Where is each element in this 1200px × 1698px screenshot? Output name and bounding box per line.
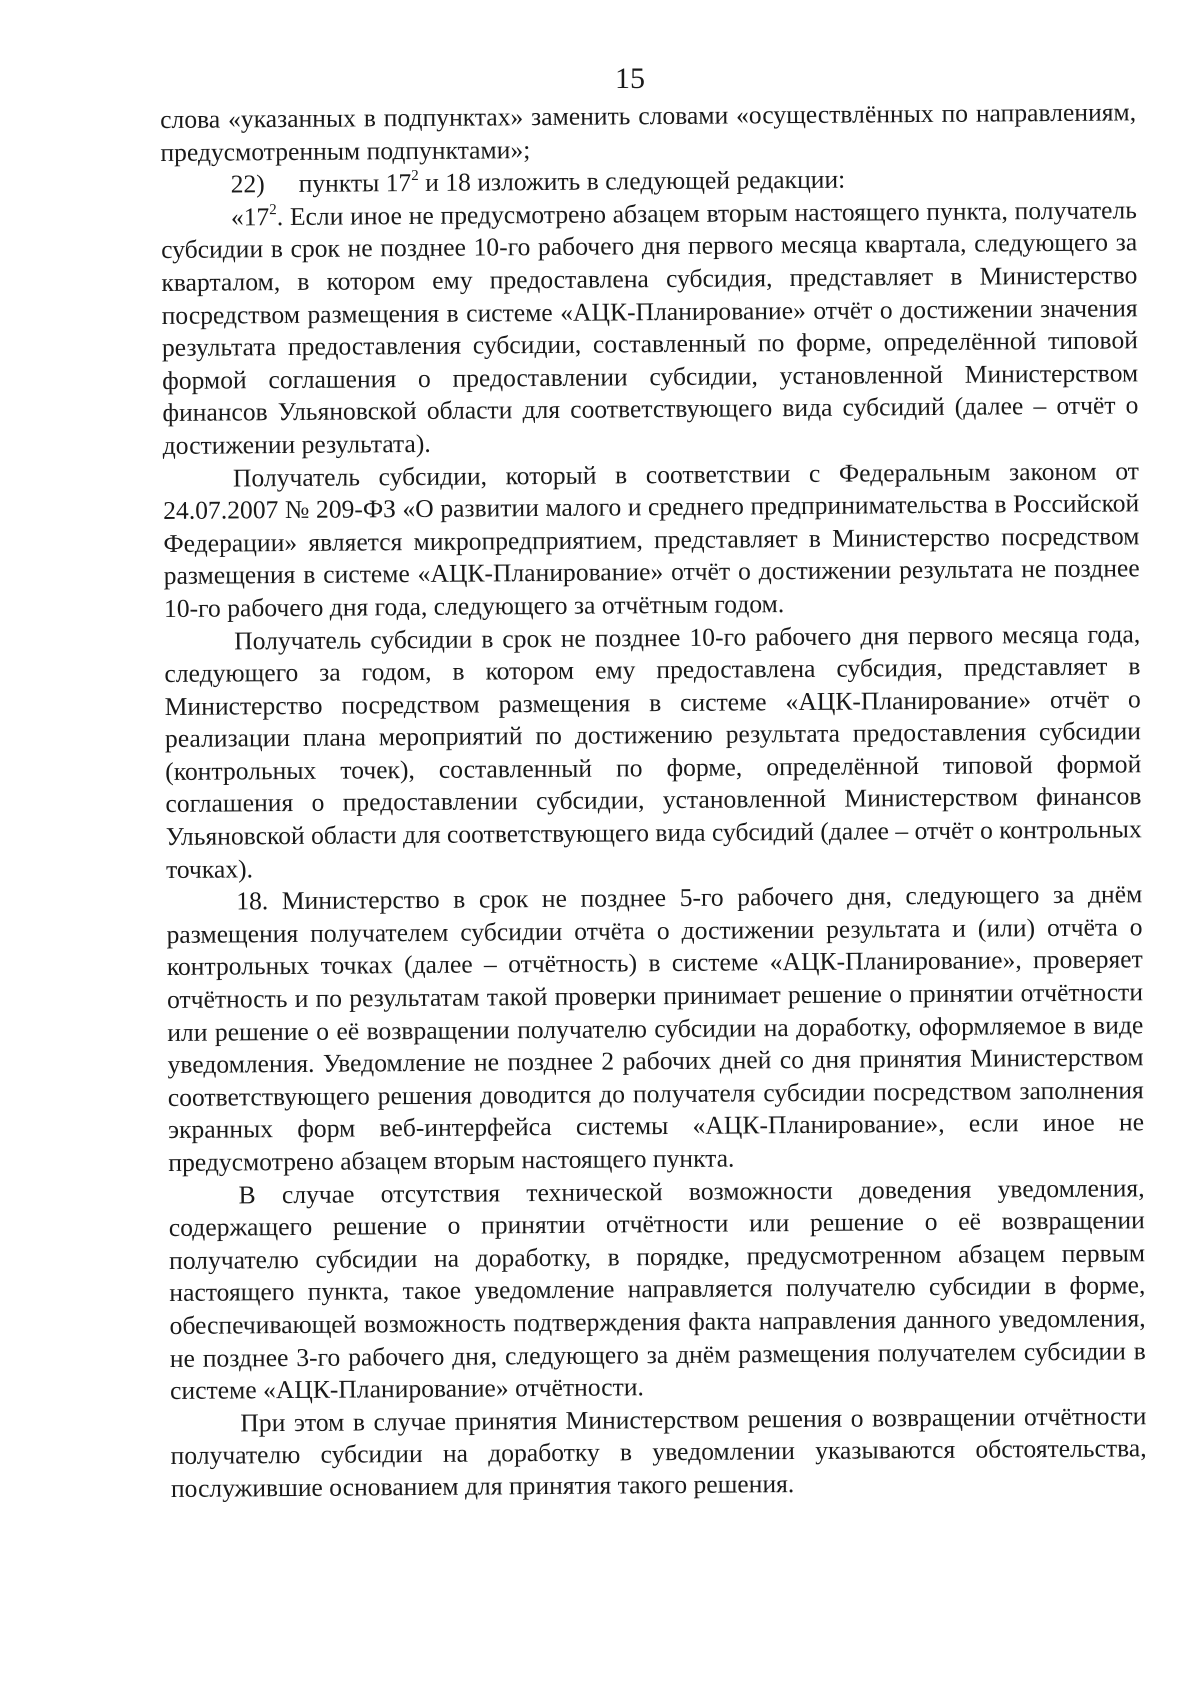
superscript: 2: [269, 201, 277, 218]
paragraph-return-circumstances: При этом в случае принятия Министерством решения о возвращении отчётности получателю субсидии на доработку в уведомлении указываются обстоятельства, послужившие основанием для принятия такого решения.: [170, 1401, 1147, 1503]
paragraph-microenterprise: Получатель субсидии, который в соответствии с Федеральным законом от 24.07.2007 № 209-ФЗ «О развитии малого и среднего предпринимательства в Российской Федерации» является микропредприятием, представляет в Министерство посредством размещения в системе «АЦК-Планирование» отчёт о достижении результата не позднее 10-го рабочего дня года, следующего за отчётным годом.: [163, 455, 1140, 623]
list-item-number: 22): [230, 169, 265, 199]
list-item-text-before: пункты 17: [298, 168, 412, 199]
paragraph-control-points: Получатель субсидии в срок не позднее 10-го рабочего дня первого месяца года, следующего за годом, в котором ему предоставлена субсидия, представляет в Министерство посредством размещения в системе «АЦК-Планирование» отчёт о реализации плана мероприятий по достижению результата предоставления субсидии (контрольных точек), составленный по форме, определённой типовой формой соглашения о предоставлении субсидии, установленной Министерством финансов Ульяновской области для соответствующего вида субсидий (далее – отчёт о контрольных точках).: [164, 618, 1142, 884]
paragraph-point-17-2: [161, 194, 1139, 462]
point-number-lead: «17: [230, 201, 270, 232]
superscript: 2: [411, 168, 419, 185]
point-17-2-text: . Если иное не предусмотрено абзацем вторым настоящего пункта, получатель субсидии в срок не позднее 10-го рабочего дня первого месяца квартала, следующего за кварталом, в котором ему предоставлена субсидия, представляет в Министерство посредством размещения в системе «АЦК-Планирование» отчёт о достижении значения результата предоставления субсидии, составленный по форме, определённой типовой формой соглашения о предоставлении субсидии, установленной Министерством финансов Ульяновской области для соответствующего вида субсидий (далее – отчёт о достижении результата).: [161, 195, 1139, 460]
paragraph-amendment-words: слова «указанных в подпунктах» заменить словами «осуществлённых по направлениям, предусмотренным подпунктами»;: [160, 97, 1137, 167]
document-body: [160, 96, 1147, 1505]
paragraph-point-18: 18. Министерство в срок не позднее 5-го рабочего дня, следующего за днём размещения получателем субсидии отчёта о достижении результата и (или) отчёта о контрольных точках (далее – отчётность) в системе «АЦК-Планирование», проверяет отчётность и по результатам такой проверки принимает решение о принятии отчётности или решение о её возвращении получателю субсидии на доработку, оформляемое в виде уведомления. Уведомление не позднее 2 рабочих дней со дня принятия Министерством соответствующего решения доводится до получателя субсидии посредством заполнения экранных форм веб-интерфейса системы «АЦК-Планирование», если иное не предусмотрено абзацем вторым настоящего пункта.: [166, 879, 1145, 1177]
paragraph-no-technical-possibility: В случае отсутствия технической возможности доведения уведомления, содержащего решение о принятии отчётности или решение о её возвращении получателю субсидии на доработку, в порядке, предусмотренном абзацем первым настоящего пункта, такое уведомление направляется получателю субсидии в форме, обеспечивающей возможность подтверждения факта направления данного уведомления, не позднее 3-го рабочего дня, следующего за днём размещения получателем субсидии в системе «АЦК-Планирование» отчётности.: [168, 1172, 1146, 1406]
page-number: 15: [615, 62, 645, 95]
list-item-text-after: и 18 изложить в следующей редакции:: [418, 164, 846, 198]
